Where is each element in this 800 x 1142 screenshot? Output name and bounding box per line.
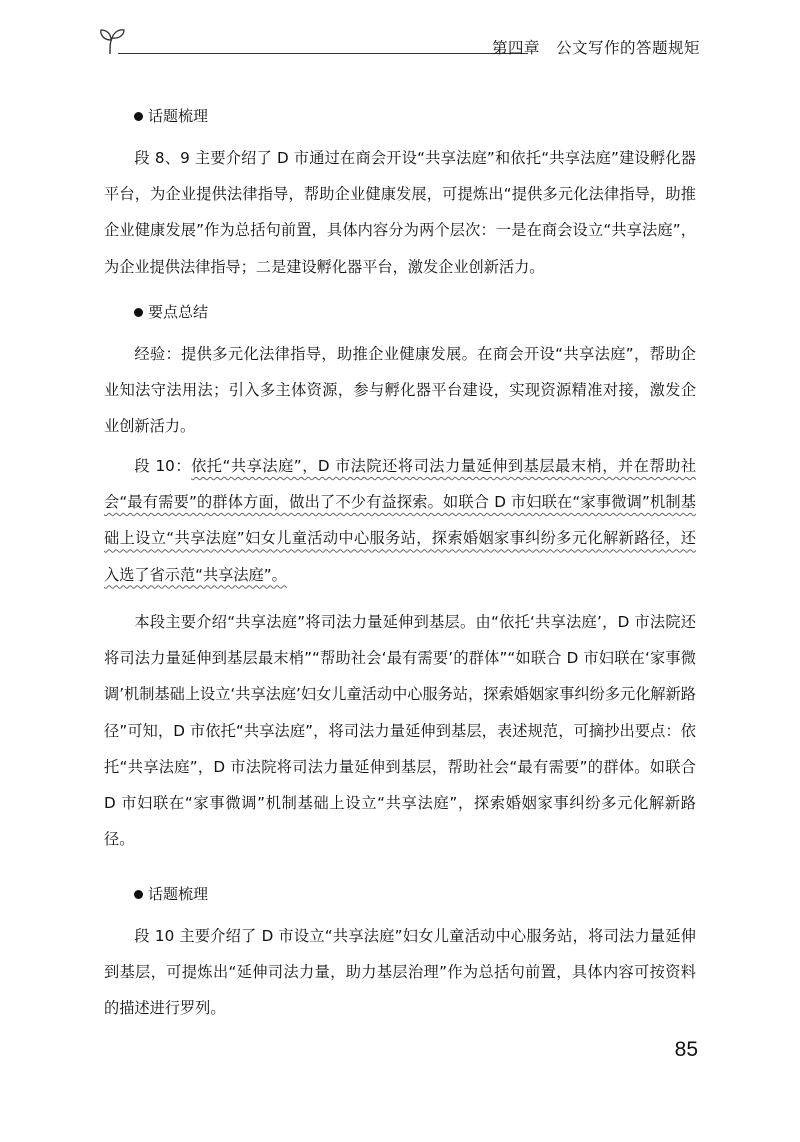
topic-1-paragraph	[104, 140, 696, 285]
header-rule	[118, 53, 528, 54]
section-topic-1	[104, 106, 696, 126]
chapter-label: 第四章	[491, 39, 540, 57]
paragraph: 经验：提供多元化法律指导，助推企业健康发展。在商会开设“共享法庭”，帮助企业知法守法用法；引入多主体资源，参与孵化器平台建设，实现资源精准对接，激发企业创新活力。	[104, 345, 696, 436]
underlined-material: 依托“共享法庭”，D 市法院还将司法力量延伸到基层最末梢，并在帮助社会“最有需要”的群体方面，做出了不少有益探索。如联合 D 市妇联在“家事微调”机制基础上设立“共享法庭”妇女儿童活动中心服务站，探索婚姻家事纠纷多元化解新路径，还入选了省示范“共享法庭”。	[104, 457, 697, 584]
paragraph: 段 10 主要介绍了 D 市设立“共享法庭”妇女儿童活动中心服务站，将司法力量延伸到基层，可提炼出“延伸司法力量，助力基层治理”作为总括句前置，具体内容可按资料的描述进行罗列。	[104, 927, 696, 1018]
paragraph	[104, 448, 696, 593]
section-summary	[104, 302, 696, 322]
chapter-title: 公文写作的答题规矩	[555, 39, 700, 57]
topic-2-paragraph	[104, 918, 696, 1027]
bullet-heading: 话题梳理	[104, 884, 696, 904]
section-topic-2	[104, 884, 696, 904]
running-header	[470, 36, 700, 58]
summary-paragraph	[104, 336, 696, 445]
paragraph: 段 8、9 主要介绍了 D 市通过在商会开设“共享法庭”和依托“共享法庭”建设孵化器平台，为企业提供法律指导，帮助企业健康发展，可提炼出“提供多元化法律指导，助推企业健康发展”作为总括句前置，具体内容分为两个层次：一是在商会设立“共享法庭”，为企业提供法律指导；二是建设孵化器平台，激发企业创新活力。	[104, 149, 696, 276]
page-number: 85	[674, 1038, 698, 1061]
paragraph: 本段主要介绍“共享法庭”将司法力量延伸到基层。由“依托‘共享法庭’，D 市法院还将司法力量延伸到基层最末梢”“帮助社会‘最有需要’的群体”“如联合 D 市妇联在‘家事微调’机制基础上设立‘共享法庭’妇女儿童活动中心服务站，探索婚姻家事纠纷多元化解新路径”可知，D 市依托“共享法庭”，将司法力量延伸到基层，表述规范，可摘抄出要点：依托“共享法庭”，D 市法院将司法力量延伸到基层，帮助社会“最有需要”的群体。如联合 D 市妇联在“家事微调”机制基础上设立“共享法庭”，探索婚姻家事纠纷多元化解新路径。	[104, 613, 696, 849]
material-paragraph-10	[104, 448, 696, 593]
bullet-heading: 话题梳理	[104, 106, 696, 126]
analysis-paragraph	[104, 604, 696, 857]
bullet-heading: 要点总结	[104, 302, 696, 322]
header-leaf-icon	[98, 26, 126, 56]
paragraph-label: 段 10：	[134, 457, 192, 475]
